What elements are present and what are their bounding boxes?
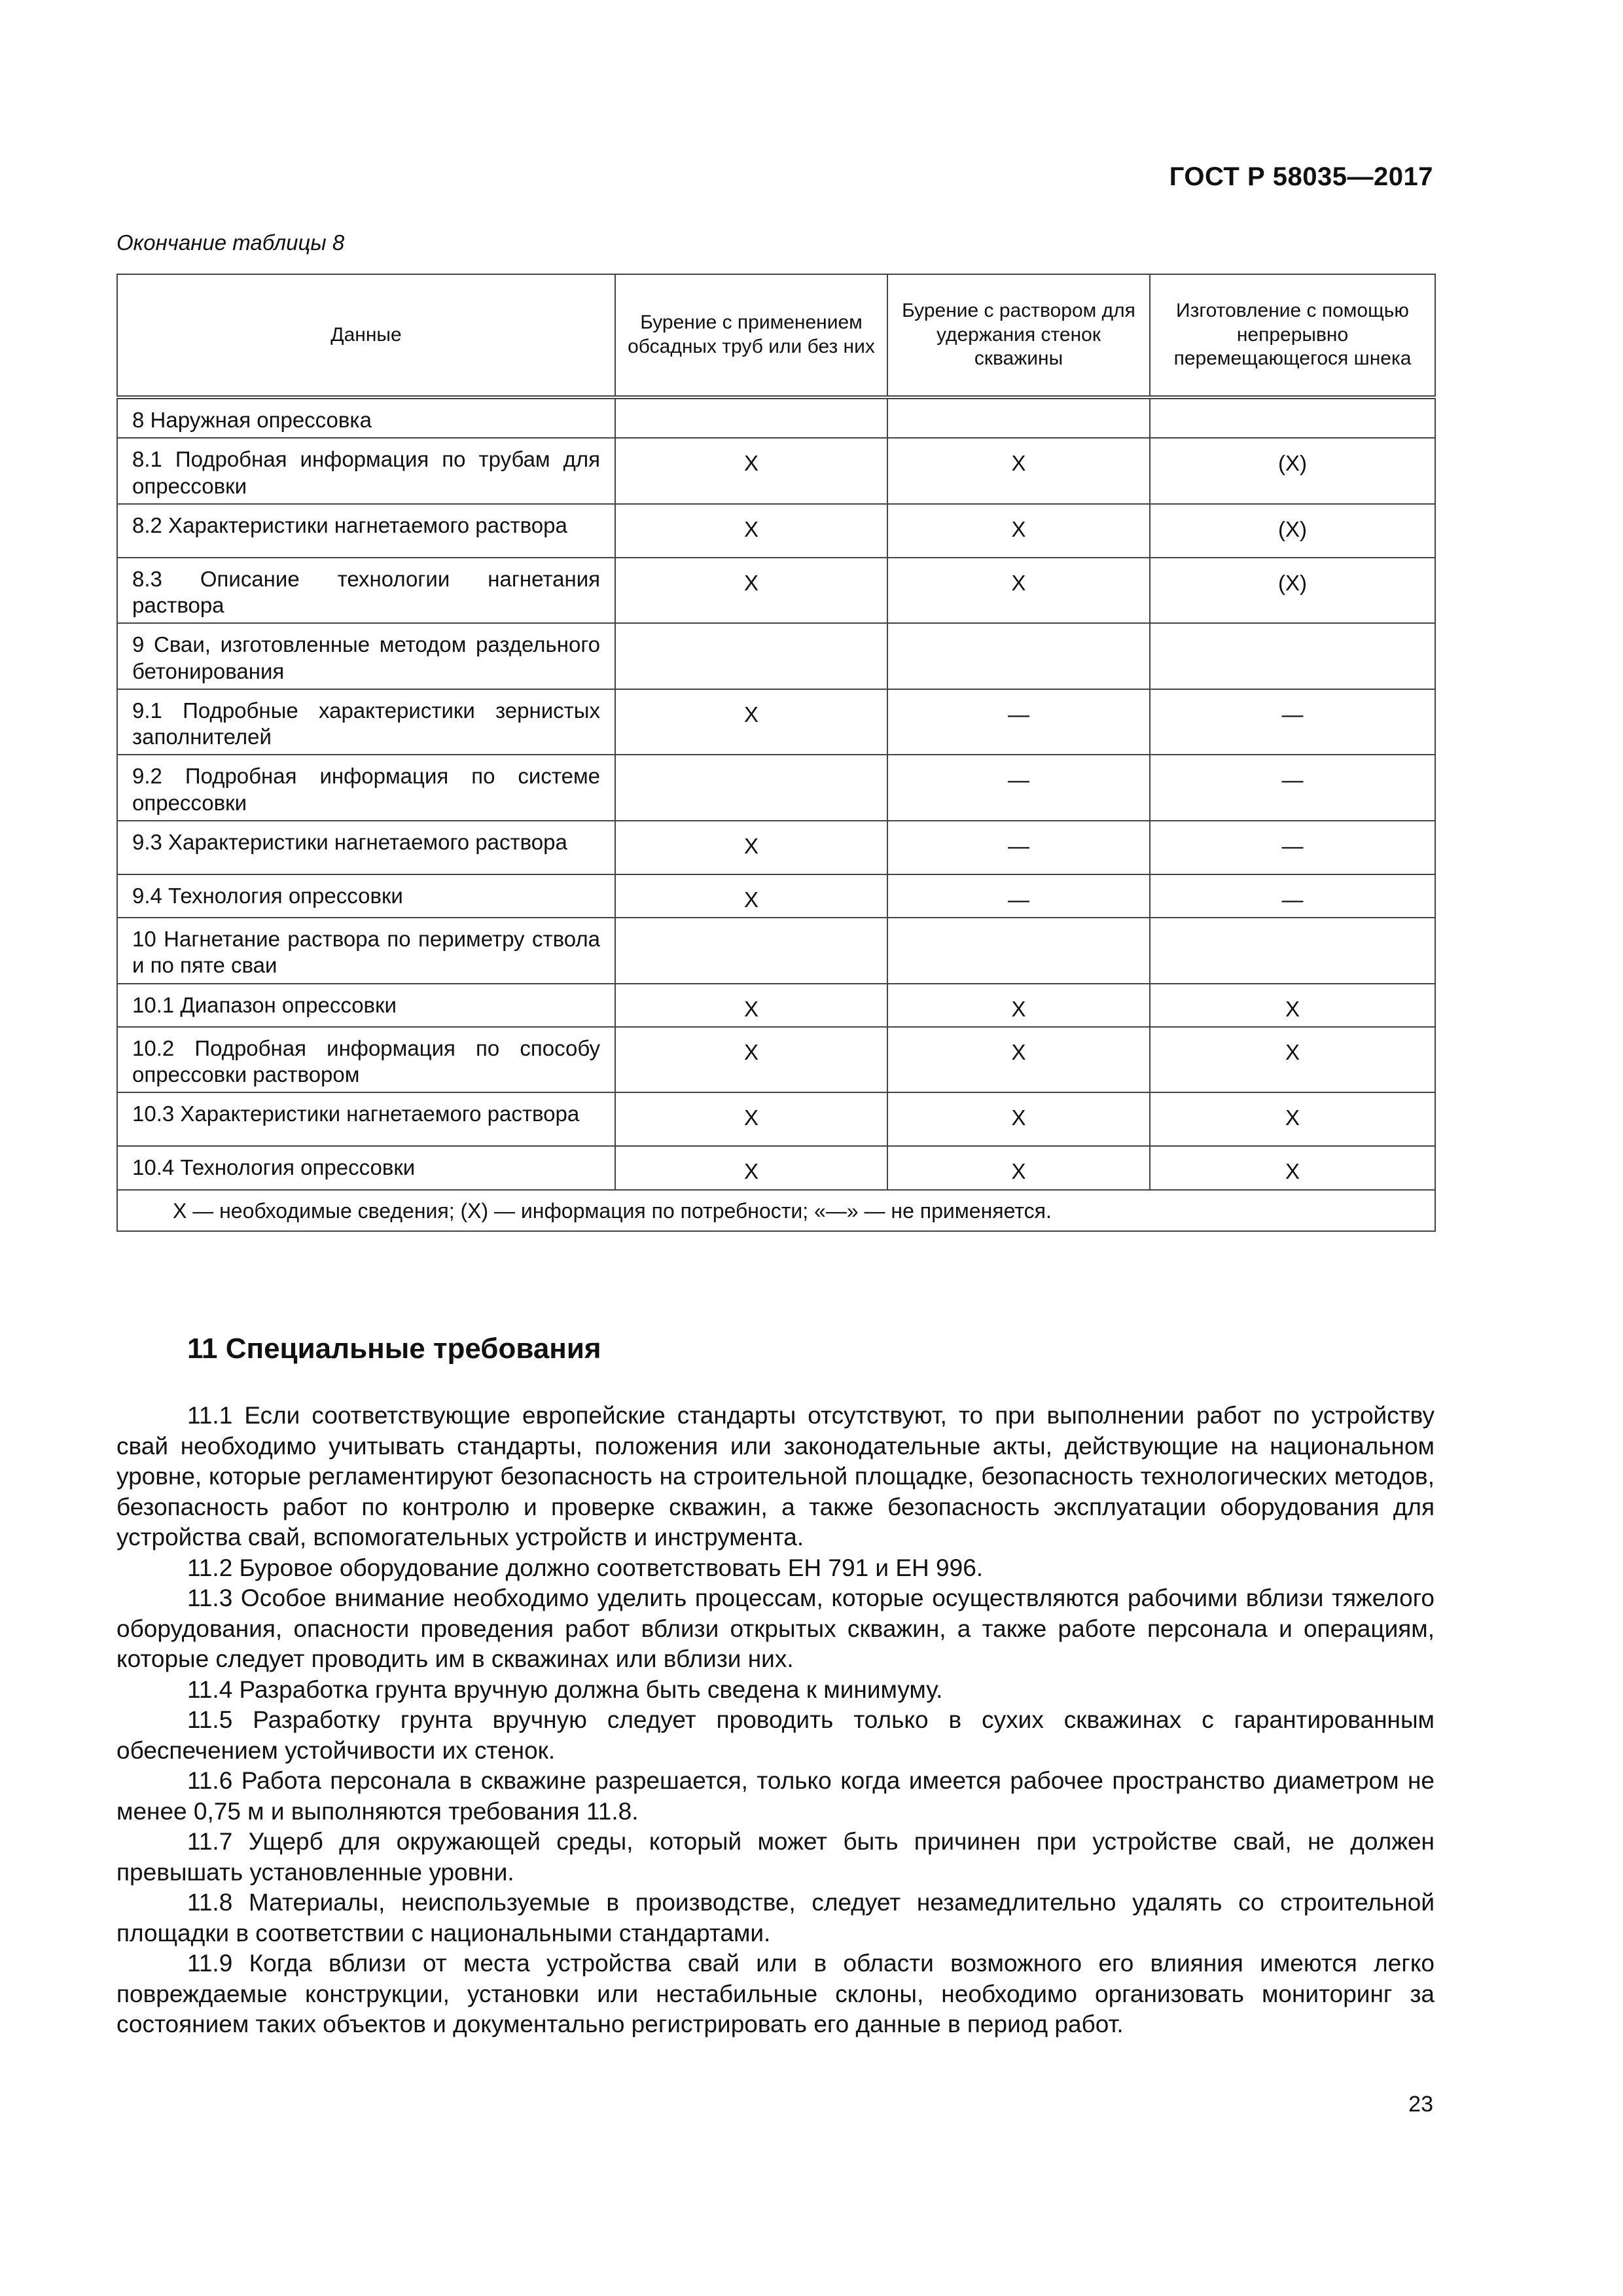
paragraph-11-2: 11.2 Буровое оборудование должно соответствовать ЕН 791 и ЕН 996. bbox=[187, 1554, 984, 1581]
cell-cfa-auger: — bbox=[1150, 821, 1435, 874]
cell-casing-drilling: X bbox=[615, 984, 887, 1027]
cell-cfa-auger: — bbox=[1150, 874, 1435, 918]
row-name: 10 Нагнетание раствора по периметру ствола и по пяте сваи bbox=[117, 918, 615, 984]
cell-slurry-drilling: X bbox=[887, 1146, 1150, 1189]
cell-slurry-drilling: X bbox=[887, 438, 1150, 504]
cell-cfa-auger: (X) bbox=[1150, 504, 1435, 558]
cell-slurry-drilling: X bbox=[887, 558, 1150, 624]
column-header-data: Данные bbox=[117, 274, 615, 397]
row-name: 10.2 Подробная информация по способу опрессовки раствором bbox=[117, 1027, 615, 1093]
paragraph-11-9: 11.9 Когда вблизи от места устройства свай или в области возможного его влияния имеются легко повреждаемые конструкции, установки или нестабильные склоны, необходимо организовать мониторинг за состоянием таких объектов и документально регистрировать его данные в период работ. bbox=[116, 1950, 1435, 2037]
cell-casing-drilling bbox=[615, 755, 887, 821]
document-code: ГОСТ Р 58035—2017 bbox=[1169, 162, 1433, 191]
row-name: 9.4 Технология опрессовки bbox=[117, 874, 615, 918]
cell-cfa-auger: X bbox=[1150, 1027, 1435, 1093]
cell-cfa-auger bbox=[1150, 623, 1435, 689]
column-header-casing-drilling: Бурение с применением обсадных труб или без них bbox=[615, 274, 887, 397]
cell-cfa-auger: — bbox=[1150, 755, 1435, 821]
cell-cfa-auger: (X) bbox=[1150, 438, 1435, 504]
cell-cfa-auger: X bbox=[1150, 1092, 1435, 1146]
cell-slurry-drilling: X bbox=[887, 1027, 1150, 1093]
cell-slurry-drilling: — bbox=[887, 874, 1150, 918]
table-row bbox=[117, 1027, 1435, 1093]
table-row bbox=[117, 1092, 1435, 1146]
row-name: 8.3 Описание технологии нагнетания раствора bbox=[117, 558, 615, 624]
section-body bbox=[116, 1401, 1435, 2040]
cell-cfa-auger bbox=[1150, 918, 1435, 984]
row-name: 8 Наружная опрессовка bbox=[117, 397, 615, 438]
cell-casing-drilling: X bbox=[615, 1027, 887, 1093]
cell-casing-drilling: X bbox=[615, 438, 887, 504]
cell-cfa-auger: X bbox=[1150, 984, 1435, 1027]
table-row bbox=[117, 821, 1435, 874]
table-row bbox=[117, 504, 1435, 558]
paragraph-11-4: 11.4 Разработка грунта вручную должна быть сведена к минимуму. bbox=[187, 1676, 943, 1703]
table-caption: Окончание таблицы 8 bbox=[116, 230, 345, 255]
table-body bbox=[117, 397, 1435, 1231]
paragraph-11-6: 11.6 Работа персонала в скважине разрешается, только когда имеется рабочее пространство диаметром не менее 0,75 м и выполняются требования 11.8. bbox=[116, 1767, 1435, 1825]
page-number: 23 bbox=[1408, 2092, 1433, 2117]
cell-casing-drilling: X bbox=[615, 558, 887, 624]
row-name: 10.3 Характеристики нагнетаемого раствора bbox=[117, 1092, 615, 1146]
cell-slurry-drilling bbox=[887, 397, 1150, 438]
cell-slurry-drilling: X bbox=[887, 1092, 1150, 1146]
table-row bbox=[117, 755, 1435, 821]
row-name: 9.2 Подробная информация по системе опрессовки bbox=[117, 755, 615, 821]
paragraph-11-1: 11.1 Если соответствующие европейские стандарты отсутствуют, то при выполнении работ по устройству свай необходимо учитывать стандарты, положения или законодательные акты, действующие на национальном уровне, которые регламентируют безопасность на строительной площадке, безопасность технологических методов, безопасность работ по контролю и проверке скважин, а также безопасность эксплуатации оборудования для устройства свай, вспомогательных устройств и инструмента. bbox=[116, 1402, 1435, 1551]
table-row bbox=[117, 918, 1435, 984]
table-legend: X — необходимые сведения; (X) — информация по потребности; «—» — не применяется. bbox=[117, 1190, 1435, 1231]
cell-casing-drilling: X bbox=[615, 1146, 887, 1189]
table-row bbox=[117, 874, 1435, 918]
cell-cfa-auger: X bbox=[1150, 1146, 1435, 1189]
legend-row bbox=[117, 1190, 1435, 1231]
cell-slurry-drilling: X bbox=[887, 984, 1150, 1027]
cell-casing-drilling: X bbox=[615, 689, 887, 755]
column-header-cfa-auger: Изготовление с помощью непрерывно перемещающегося шнека bbox=[1150, 274, 1435, 397]
row-name: 9 Сваи, изготовленные методом раздельного бетонирования bbox=[117, 623, 615, 689]
paragraph-11-8: 11.8 Материалы, неиспользуемые в производстве, следует незамедлительно удалять со строительной площадки в соответствии с национальными стандартами. bbox=[116, 1889, 1435, 1946]
cell-slurry-drilling: — bbox=[887, 689, 1150, 755]
cell-casing-drilling bbox=[615, 623, 887, 689]
row-name: 10.4 Технология опрессовки bbox=[117, 1146, 615, 1189]
table-row bbox=[117, 623, 1435, 689]
cell-casing-drilling: X bbox=[615, 874, 887, 918]
cell-casing-drilling: X bbox=[615, 504, 887, 558]
column-header-slurry-drilling: Бурение с раствором для удержания стенок скважины bbox=[887, 274, 1150, 397]
paragraph-11-5: 11.5 Разработку грунта вручную следует проводить только в сухих скважинах с гарантированным обеспечением устойчивости их стенок. bbox=[116, 1706, 1435, 1764]
cell-slurry-drilling: X bbox=[887, 504, 1150, 558]
table-row bbox=[117, 689, 1435, 755]
cell-casing-drilling: X bbox=[615, 821, 887, 874]
table-row bbox=[117, 397, 1435, 438]
cell-cfa-auger bbox=[1150, 397, 1435, 438]
table-header bbox=[117, 274, 1435, 397]
cell-slurry-drilling bbox=[887, 918, 1150, 984]
table-row bbox=[117, 984, 1435, 1027]
cell-casing-drilling bbox=[615, 918, 887, 984]
cell-slurry-drilling: — bbox=[887, 755, 1150, 821]
cell-cfa-auger: (X) bbox=[1150, 558, 1435, 624]
paragraph-11-7: 11.7 Ущерб для окружающей среды, который может быть причинен при устройстве свай, не должен превышать установленные уровни. bbox=[116, 1828, 1435, 1886]
row-name: 9.3 Характеристики нагнетаемого раствора bbox=[117, 821, 615, 874]
data-table bbox=[116, 274, 1436, 1232]
row-name: 8.1 Подробная информация по трубам для опрессовки bbox=[117, 438, 615, 504]
cell-slurry-drilling bbox=[887, 623, 1150, 689]
paragraph-11-3: 11.3 Особое внимание необходимо уделить процессам, которые осуществляются рабочими вблизи тяжелого оборудования, опасности проведения работ вблизи открытых скважин, а также работе персонала и операциям, которые следует проводить им в скважинах или вблизи них. bbox=[116, 1585, 1435, 1672]
row-name: 9.1 Подробные характеристики зернистых заполнителей bbox=[117, 689, 615, 755]
table-row bbox=[117, 438, 1435, 504]
cell-cfa-auger: — bbox=[1150, 689, 1435, 755]
cell-casing-drilling: X bbox=[615, 1092, 887, 1146]
row-name: 8.2 Характеристики нагнетаемого раствора bbox=[117, 504, 615, 558]
cell-casing-drilling bbox=[615, 397, 887, 438]
table-row bbox=[117, 558, 1435, 624]
row-name: 10.1 Диапазон опрессовки bbox=[117, 984, 615, 1027]
cell-slurry-drilling: — bbox=[887, 821, 1150, 874]
section-title: 11 Специальные требования bbox=[187, 1333, 601, 1365]
table-row bbox=[117, 1146, 1435, 1189]
